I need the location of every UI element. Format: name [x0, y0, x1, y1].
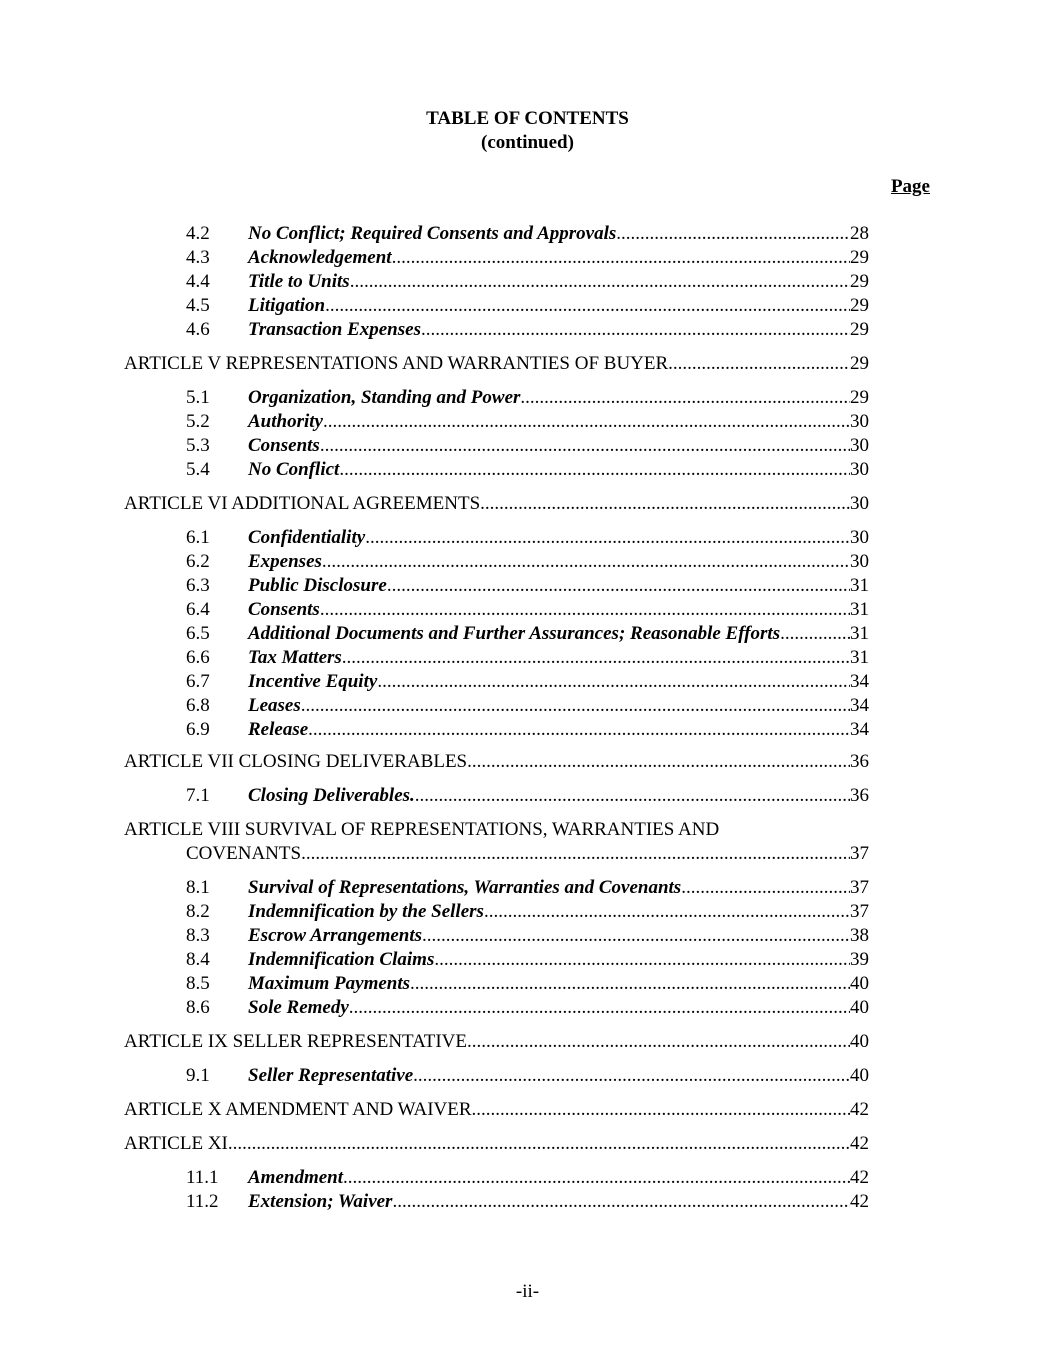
toc-entry[interactable]: [186, 1190, 869, 1214]
dot-leader: [467, 1030, 850, 1054]
toc-entry[interactable]: [186, 1166, 869, 1190]
entry-suffix: .: [681, 877, 686, 898]
entry-number: 5.4: [186, 459, 210, 480]
entry-number: 8.2: [186, 901, 210, 922]
article-title: ARTICLE X AMENDMENT AND WAIVER: [124, 1099, 472, 1120]
entry-suffix: .: [322, 411, 328, 432]
dot-leader: [616, 222, 850, 246]
entry-page: 31: [850, 647, 869, 668]
entry-page: 42: [850, 1133, 869, 1154]
dot-leader: [228, 1132, 850, 1156]
toc-heading: TABLE OF CONTENTS: [426, 108, 629, 129]
entry-suffix: .: [341, 647, 347, 668]
toc-article-entry[interactable]: [124, 352, 869, 376]
entry-title: Transaction Expenses: [248, 319, 421, 340]
toc-subheading: (continued): [481, 132, 574, 153]
dot-leader: [350, 270, 850, 294]
entry-number: 11.2: [186, 1191, 219, 1212]
toc-entry[interactable]: [186, 458, 869, 482]
entry-number: 6.7: [186, 671, 210, 692]
dot-leader: [392, 246, 850, 270]
dot-leader: [415, 972, 850, 996]
entry-number: 5.2: [186, 411, 210, 432]
entry-number: 6.8: [186, 695, 210, 716]
toc-entry[interactable]: [186, 996, 869, 1020]
entry-page: 40: [850, 997, 869, 1018]
dot-leader: [785, 622, 850, 646]
entry-title: Consents: [248, 435, 320, 456]
dot-leader: [415, 784, 850, 808]
toc-title: [0, 107, 1055, 155]
toc-article-entry[interactable]: [124, 1132, 869, 1156]
entry-title: Closing Deliverables.: [248, 785, 415, 806]
entry-title: Litigation: [248, 295, 326, 316]
entry-number: 4.4: [186, 271, 210, 292]
toc-entry[interactable]: [186, 694, 869, 718]
entry-number: 8.5: [186, 973, 210, 994]
entry-page: 40: [850, 1065, 869, 1086]
toc-entry[interactable]: [186, 294, 869, 318]
dot-leader: [422, 924, 850, 948]
dot-leader: [370, 526, 850, 550]
toc-entry[interactable]: [186, 434, 869, 458]
dot-leader: [306, 694, 850, 718]
entry-suffix: .: [348, 997, 354, 1018]
toc-article-title-line[interactable]: ARTICLE VIII SURVIVAL OF REPRESENTATIONS, WARRANTIES AND: [124, 819, 720, 840]
entry-number: 5.3: [186, 435, 210, 456]
entry-title: Release: [248, 719, 309, 740]
entry-title: Indemnification Claims: [248, 949, 435, 970]
dot-leader: [472, 1098, 850, 1122]
dot-leader: [668, 352, 850, 376]
entry-number: 5.1: [186, 387, 210, 408]
dot-leader: [467, 750, 850, 774]
entry-page: 40: [850, 1031, 869, 1052]
entry-number: 4.6: [186, 319, 210, 340]
entry-page: 42: [850, 1191, 869, 1212]
entry-page: 39: [850, 949, 869, 970]
entry-page: 38: [850, 925, 869, 946]
entry-title: Expenses: [248, 551, 322, 572]
dot-leader: [313, 718, 850, 742]
dot-leader: [480, 492, 850, 516]
entry-suffix: .: [392, 1191, 398, 1212]
entry-title: Organization, Standing and Power: [248, 387, 521, 408]
entry-page: 34: [850, 671, 869, 692]
entry-page: 29: [850, 353, 869, 374]
entry-suffix: .: [300, 695, 306, 716]
toc-entry[interactable]: [186, 670, 869, 694]
entry-suffix: .: [410, 973, 415, 994]
entry-number: 6.4: [186, 599, 210, 620]
entry-page: 34: [850, 695, 869, 716]
toc-entry[interactable]: [186, 222, 869, 246]
toc-entry[interactable]: [186, 410, 869, 434]
entry-page: 29: [850, 319, 869, 340]
entry-page: 29: [850, 271, 869, 292]
toc-entry[interactable]: [186, 318, 869, 342]
entry-page: 29: [850, 295, 869, 316]
toc-entry[interactable]: [186, 386, 869, 410]
entry-title: Amendment: [248, 1167, 344, 1188]
entry-title: Indemnification by the Sellers: [248, 901, 484, 922]
toc-article-entry[interactable]: [124, 1030, 869, 1054]
entry-suffix: .: [377, 671, 383, 692]
dot-leader: [525, 386, 850, 410]
dot-leader: [397, 1190, 850, 1214]
entry-page: 30: [850, 493, 869, 514]
article-title-continued: COVENANTS: [186, 843, 302, 864]
dot-leader: [320, 598, 850, 622]
article-title: ARTICLE VI ADDITIONAL AGREEMENTS: [124, 493, 481, 514]
entry-page: 28: [850, 223, 869, 244]
entry-page: 31: [850, 575, 869, 596]
entry-number: 4.5: [186, 295, 210, 316]
entry-page: 34: [850, 719, 869, 740]
entry-title: Acknowledgement: [248, 247, 392, 268]
toc-entry[interactable]: [186, 972, 869, 996]
entry-page: 29: [850, 387, 869, 408]
entry-page: 31: [850, 623, 869, 644]
entry-suffix: .: [413, 1065, 418, 1086]
toc-entry[interactable]: [186, 948, 869, 972]
entry-number: 9.1: [186, 1065, 210, 1086]
entry-title: Sole Remedy: [248, 997, 349, 1018]
entry-number: 6.2: [186, 551, 210, 572]
entry-page: 31: [850, 599, 869, 620]
entry-title: Survival of Representations, Warranties and Covenants: [248, 877, 682, 898]
dot-leader: [325, 294, 850, 318]
dot-leader: [354, 996, 850, 1020]
entry-suffix: .: [319, 435, 325, 456]
toc-entry[interactable]: [186, 246, 869, 270]
toc-entry[interactable]: [186, 924, 869, 948]
dot-leader: [392, 574, 850, 598]
entry-title: Tax Matters: [248, 647, 342, 668]
entry-number: 7.1: [186, 785, 210, 806]
dot-leader: [686, 876, 850, 900]
toc-entry[interactable]: [186, 1064, 869, 1088]
entry-page: 30: [850, 435, 869, 456]
entry-suffix: .: [483, 901, 489, 922]
entry-title: No Conflict; Required Consents and Approvals: [248, 223, 617, 244]
article-title: ARTICLE VII CLOSING DELIVERABLES: [124, 751, 468, 772]
entry-title: Title to Units: [248, 271, 350, 292]
entry-title: Additional Documents and Further Assurances; Reasonable Efforts: [248, 623, 781, 644]
entry-page: 42: [850, 1099, 869, 1120]
article-title: ARTICLE XI: [124, 1133, 228, 1154]
entry-number: 4.2: [186, 223, 210, 244]
toc-article-entry[interactable]: [124, 492, 869, 516]
entry-suffix: .: [321, 551, 327, 572]
entry-suffix: .: [520, 387, 526, 408]
dot-leader: [301, 842, 850, 866]
entry-number: 8.6: [186, 997, 210, 1018]
entry-number: 8.3: [186, 925, 210, 946]
toc-article-entry[interactable]: [186, 842, 869, 866]
entry-suffix: .: [308, 719, 313, 740]
dot-leader: [325, 434, 850, 458]
toc-entry[interactable]: [186, 526, 869, 550]
entry-number: 6.9: [186, 719, 210, 740]
toc-entry[interactable]: [186, 550, 869, 574]
dot-leader: [421, 318, 850, 342]
toc-article-entry[interactable]: [124, 750, 869, 774]
entry-suffix: .: [386, 575, 392, 596]
entry-number: 11.1: [186, 1167, 219, 1188]
entry-title: Public Disclosure: [248, 575, 387, 596]
entry-suffix: .: [434, 949, 440, 970]
entry-page: 29: [850, 247, 869, 268]
entry-suffix: .: [339, 459, 345, 480]
entry-page: 30: [850, 459, 869, 480]
page-number: -ii-: [515, 1281, 540, 1302]
entry-number: 4.3: [186, 247, 210, 268]
entry-page: 37: [850, 901, 869, 922]
dot-leader: [489, 900, 850, 924]
entry-suffix: .: [365, 527, 370, 548]
dot-leader: [328, 410, 850, 434]
dot-leader: [327, 550, 850, 574]
dot-leader: [344, 458, 850, 482]
entry-title: Confidentiality: [248, 527, 366, 548]
entry-suffix: .: [780, 623, 785, 644]
toc-entry[interactable]: [186, 900, 869, 924]
entry-page: 30: [850, 551, 869, 572]
entry-title: Consents: [248, 599, 320, 620]
entry-number: 6.3: [186, 575, 210, 596]
toc-entry[interactable]: [186, 270, 869, 294]
entry-title: Escrow Arrangements: [248, 925, 423, 946]
toc-entry[interactable]: [186, 784, 869, 808]
toc-entry[interactable]: [186, 622, 869, 646]
entry-title: Leases: [248, 695, 301, 716]
entry-page: 30: [850, 527, 869, 548]
entry-number: 6.6: [186, 647, 210, 668]
article-title: ARTICLE IX SELLER REPRESENTATIVE: [124, 1031, 468, 1052]
toc-entry[interactable]: [186, 718, 869, 742]
entry-title: Incentive Equity: [248, 671, 378, 692]
dot-leader: [343, 1166, 850, 1190]
dot-leader: [439, 948, 850, 972]
entry-title: Authority: [248, 411, 323, 432]
entry-page: 30: [850, 411, 869, 432]
toc-entry[interactable]: [186, 646, 869, 670]
entry-title: No Conflict: [248, 459, 340, 480]
entry-number: 6.5: [186, 623, 210, 644]
dot-leader: [347, 646, 850, 670]
entry-number: 8.1: [186, 877, 210, 898]
toc-entry[interactable]: [186, 598, 869, 622]
entry-page: 40: [850, 973, 869, 994]
entry-page: 42: [850, 1167, 869, 1188]
entry-number: 8.4: [186, 949, 210, 970]
dot-leader: [418, 1064, 850, 1088]
entry-number: 6.1: [186, 527, 210, 548]
toc-entry[interactable]: [186, 876, 869, 900]
entry-title: Extension; Waiver: [248, 1191, 393, 1212]
page-column-label: Page: [890, 176, 930, 197]
article-title: ARTICLE V REPRESENTATIONS AND WARRANTIES OF BUYER: [124, 353, 669, 374]
entry-page: 37: [850, 877, 869, 898]
entry-page: 36: [850, 751, 869, 772]
toc-article-entry[interactable]: [124, 1098, 869, 1122]
dot-leader: [382, 670, 850, 694]
entry-title: Seller Representative: [248, 1065, 414, 1086]
entry-page: 37: [850, 843, 869, 864]
entry-title: Maximum Payments: [248, 973, 411, 994]
entry-page: 36: [850, 785, 869, 806]
toc-entry[interactable]: [186, 574, 869, 598]
